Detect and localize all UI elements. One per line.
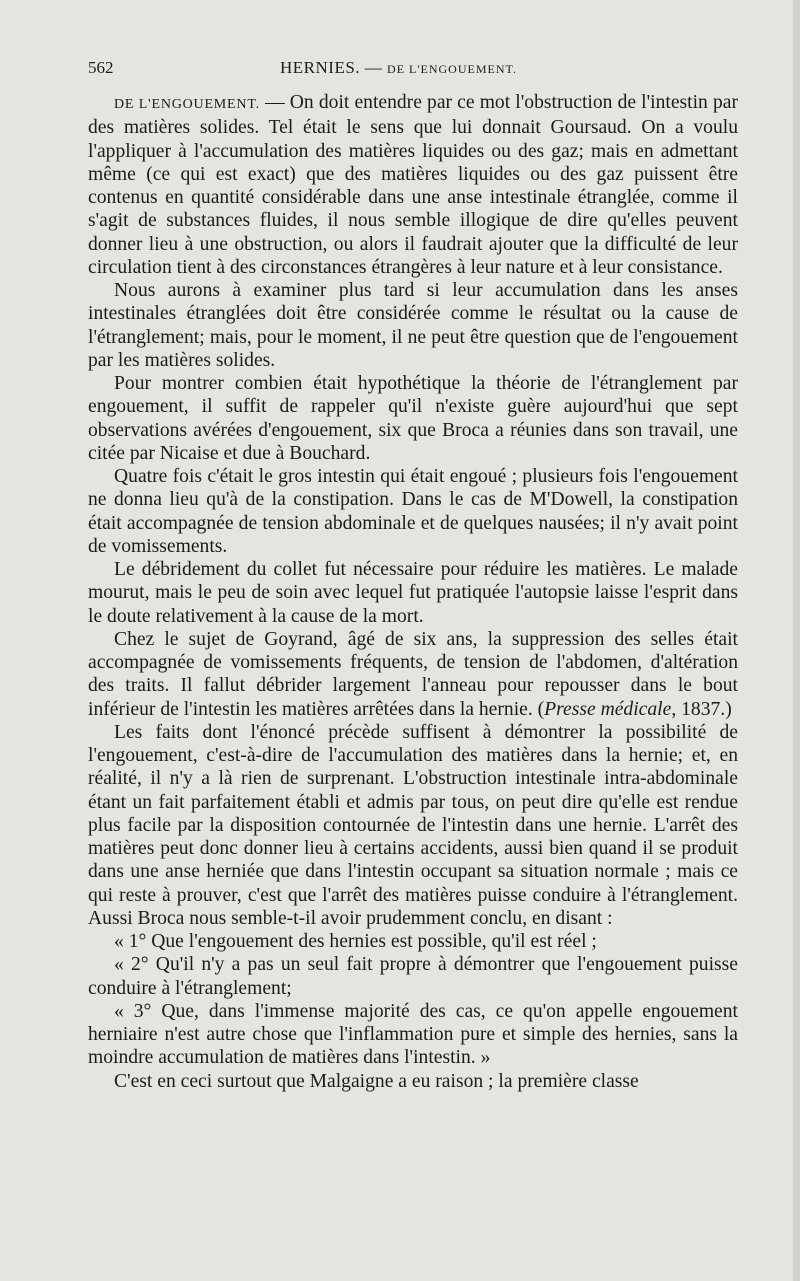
- quote-item: « 2° Qu'il n'y a pas un seul fait propre à démontrer que l'engouement puisse conduire à l'étranglement;: [88, 954, 738, 999]
- paragraph: [88, 91, 738, 279]
- body-text: [88, 91, 738, 1093]
- paragraph: Nous aurons à examiner plus tard si leur accumulation dans les anses intestinales étranglées doit être considérée comme le résultat ou la cause de l'étranglement; mais, pour le moment, il ne peut être question que de l'engouement par les matières solides.: [88, 280, 738, 371]
- paragraph: Pour montrer combien était hypothétique la théorie de l'étranglement par engouement, il suffit de rappeler qu'il n'existe guère aujourd'hui que sept observations avérées d'engouement, six que Broca a réunies dans son travail, une citée par Nicaise et due à Bouchard.: [88, 373, 738, 464]
- running-head: [88, 58, 738, 84]
- running-title-main: HERNIES.: [280, 58, 361, 77]
- paragraph-text: Chez le sujet de Goyrand, âgé de six ans, la suppression des selles était accompagnée de vomissements fréquents, de tension de l'abdomen, d'altération des traits. Il fallut débrider largement l'anneau pour repousser dans le bout inférieur de l'intestin les matières arrêtées dans la hernie. (: [88, 628, 738, 720]
- page-number: 562: [88, 58, 114, 77]
- quote-item: « 1° Que l'engouement des hernies est possible, qu'il est réel ;: [114, 931, 597, 952]
- paragraph: Les faits dont l'énoncé précède suffisent à démontrer la possibilité de l'engouement, c'est-à-dire de l'accumulation des matières dans la hernie; et, en réalité, il n'y a là rien de surprenant. L'obstruction intestinale intra-abdominale étant un fait parfaitement établi et admis par tous, on peut dire qu'elle est rendue plus facile par la disposition contournée de l'intestin dans une hernie. L'arrêt des matières peut donc donner lieu à certains accidents, aussi bien quand il se produit dans une anse herniée que dans l'intestin occupant sa situation normale ; mais ce qui reste à prouver, c'est que l'arrêt des matières puisse conduire à l'étranglement. Aussi Broca nous semble-t-il avoir prudemment conclu, en disant :: [88, 721, 738, 929]
- section-lead: DE L'ENGOUEMENT.: [114, 97, 260, 112]
- paragraph-text: — On doit entendre par ce mot l'obstruction de l'intestin par des matières solides. Tel était le sens que lui donnait Goursaud. On a voulu l'appliquer à l'accumulation des matières liquides ou des gaz; mais en admettant même (ce qui est exact) que des matières liquides ou des gaz puissent être contenus en quantité considérable dans une anse intestinale étranglée, comme il s'agit de substances fluides, il nous semble illogique de dire qu'elles peuvent donner lieu à une obstruction, ou alors il faudrait ajouter que la difficulté de leur circulation tient à des circonstances étrangères à leur nature et à leur consistance.: [88, 92, 738, 278]
- paragraph: Le débridement du collet fut nécessaire pour réduire les matières. Le malade mourut, mais le peu de soin avec lequel fut pratiquée l'autopsie laisse l'esprit dans le doute relativement à la cause de la mort.: [88, 559, 738, 627]
- citation-title: Presse médicale: [544, 698, 672, 720]
- running-title-small: DE L'ENGOUEMENT.: [387, 62, 517, 76]
- citation-year: , 1837.): [671, 698, 732, 720]
- paragraph: [88, 628, 738, 721]
- paragraph: C'est en ceci surtout que Malgaigne a eu raison ; la première classe: [114, 1070, 639, 1092]
- running-title-dash: —: [364, 58, 383, 77]
- running-title: [280, 58, 517, 78]
- paragraph: Quatre fois c'était le gros intestin qui était engoué ; plusieurs fois l'engouement ne donna lieu qu'à de la constipation. Dans le cas de M'Dowell, la constipation était accompagnée de tension abdominale et de quelques nausées; il n'y avait point de vomissements.: [88, 466, 738, 557]
- quote-item: « 3° Que, dans l'immense majorité des cas, ce qu'on appelle engouement herniaire n'est autre chose que l'inflammation pure et simple des hernies, sans la moindre accumulation de matières dans l'intestin. »: [88, 1000, 738, 1069]
- page-edge: [793, 0, 800, 1281]
